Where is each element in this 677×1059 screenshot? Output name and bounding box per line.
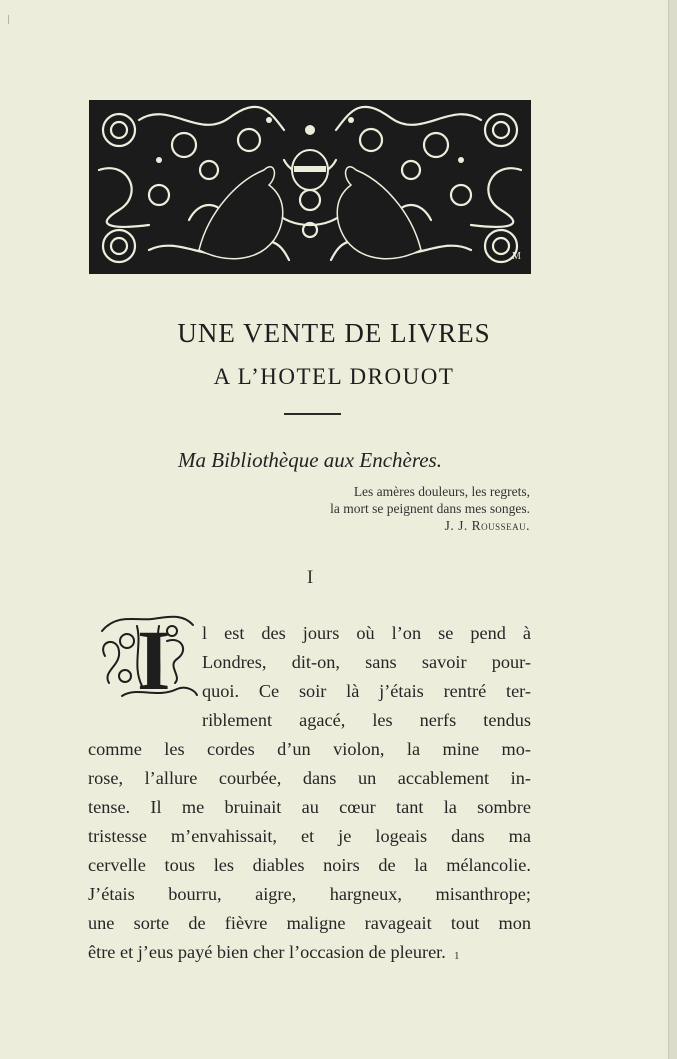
text-line: cervelle tous les diables noirs de la mélancolie.: [88, 855, 531, 875]
epigraph-author: J. J. Rousseau.: [444, 518, 530, 533]
epigraph-line: Les amères douleurs, les regrets,: [353, 484, 530, 499]
page-margin: [669, 0, 677, 1059]
chapter-subtitle: Ma Bibliothèque aux Enchères.: [178, 448, 442, 472]
text-line: quoi. Ce soir là j’étais rentré ter-: [202, 681, 531, 701]
headpiece-ornament: [89, 100, 531, 274]
text-line: l est des jours où l’on se pend à: [202, 623, 531, 643]
page-folio: 1: [454, 950, 460, 962]
chapter-title: UNE VENTE DE LIVRES: [177, 318, 491, 348]
ornament-mark: M: [512, 251, 521, 262]
title-divider: [284, 413, 341, 415]
epigraph: [200, 483, 530, 534]
text-line: Londres, dit-on, sans savoir pour-: [202, 652, 531, 672]
text-line: être et j’eus payé bien cher l’occasion de pleurer.: [88, 942, 446, 962]
body-paragraph: [88, 619, 531, 967]
text-line: J’étais bourru, aigre, hargneux, misanthrope;: [88, 884, 531, 904]
margin-mark: [8, 15, 9, 24]
dropcap-letter: I: [137, 612, 171, 699]
text-line: comme les cordes d’un violon, la mine mo-: [88, 739, 531, 759]
text-line: riblement agacé, les nerfs tendus: [202, 710, 531, 730]
section-number: I: [306, 567, 314, 588]
chapter-subtitle-location: A L’HOTEL DROUOT: [213, 364, 455, 389]
text-line: rose, l’allure courbée, dans un accablement in-: [88, 768, 531, 788]
text-line: une sorte de fièvre maligne ravageait tout mon: [88, 913, 531, 933]
epigraph-line: la mort se peignent dans mes songes.: [330, 501, 530, 516]
text-line: tense. Il me bruinait au cœur tant la sombre: [88, 797, 531, 817]
text-line: tristesse m’envahissait, et je logeais dans ma: [88, 826, 531, 846]
